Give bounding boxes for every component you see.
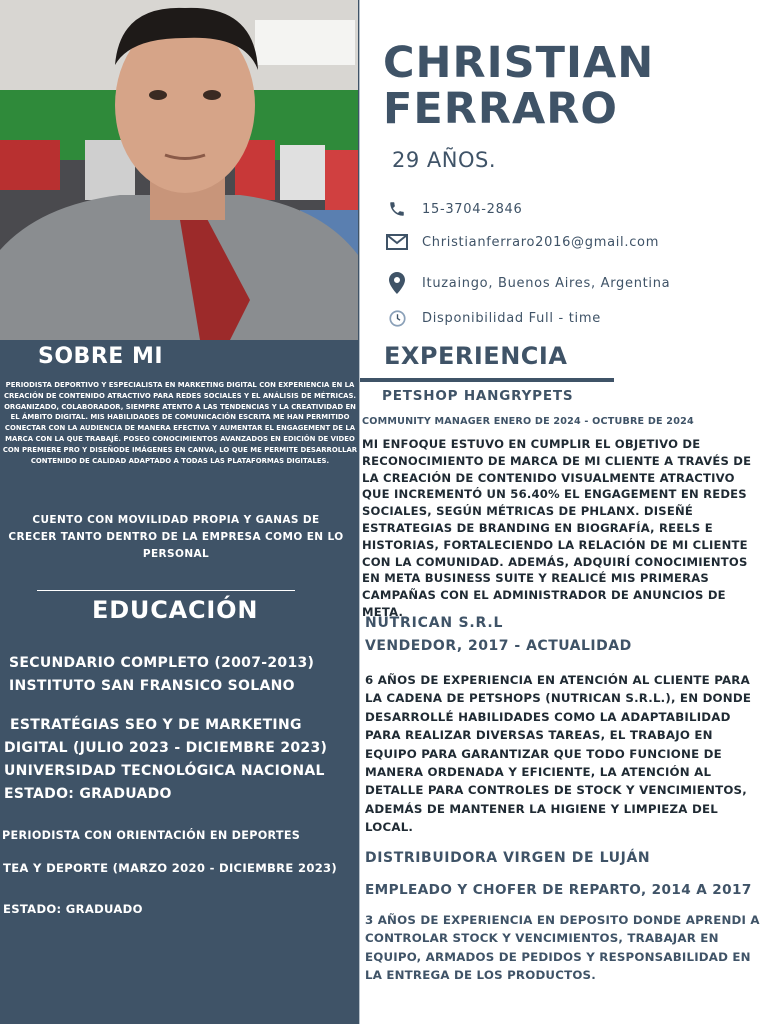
education-item-line: ESTADO: GRADUADO [3,902,143,916]
education-item-line: PERIODISTA CON ORIENTACIÓN EN DEPORTES [2,829,301,842]
company-name: PETSHOP HANGRYPETS [382,388,574,404]
job-role: EMPLEADO Y CHOFER DE REPARTO, 2014 A 2017 [365,882,752,898]
age: 29 AÑOS. [392,148,497,172]
about-title: SOBRE MI [38,344,164,369]
clock-icon [386,307,408,329]
about-paragraph: PERIODISTA DEPORTIVO Y ESPECIALISTA EN MARKETING DIGITAL CON EXPERIENCIA EN LA CREACIÓN DE CONTENIDO ATRACTIVO PARA REDES SOCIALES Y EL ANÁLISIS DE MÉTRICAS. ORGANIZADO, COLABORADOR, SIEMPRE ATENTO A LAS TENDENCIAS Y LA CREATIVIDAD EN EL ÁMBITO DIGITAL. MIS HABILIDADES DE COMUNICACIÓN ESCRITA ME HAN PERMITIDO CONECTAR CON LA AUDIENCIA DE MANERA EFECTIVA Y AUMENTAR EL ENGAGEMENT DE LA MARCA CON LA QUE TRABAJÉ. POSEO CONOCIMIENTOS AVANZADOS EN EDICIÓN DE VIDEO CON PREMIERE PRO Y DISEÑODE IMÁGENES EN CANVA, LO QUE ME PERMITE DESARROLLAR CONTENIDO DE CALIDAD ADAPTADO A TODAS LAS PLATAFORMAS DIGITALES. [2,381,358,465]
education-item-line: DIGITAL (JULIO 2023 - DICIEMBRE 2023) [4,740,328,756]
mail-icon [386,231,408,253]
last-name: FERRARO [383,84,618,134]
company-name: DISTRIBUIDORA VIRGEN DE LUJÁN [365,850,651,866]
education-item-line: ESTADO: GRADUADO [4,786,172,802]
job-description: 3 AÑOS DE EXPERIENCIA EN DEPOSITO DONDE APRENDI A CONTROLAR STOCK Y VENCIMIENTOS, TRABAJAR EN EQUIPO, ARMADOS DE PEDIDOS Y RESPONSABILIDAD EN LA ENTREGA DE LOS PRODUCTOS. [365,913,760,983]
location-text: Ituzaingo, Buenos Aires, Argentina [422,275,671,291]
contact-location [386,271,670,295]
job-description: MI ENFOQUE ESTUVO EN CUMPLIR EL OBJETIVO DE RECONOCIMIENTO DE MARCA DE MI CLIENTE A TRAVÉS DE LA CREACIÓN DE CONTENIDO VISUALMENTE ATRACTIVO QUE INCREMENTÓ UN 56.40% EL ENGAGEMENT EN REDES SOCIALES, SEGÚN MÉTRICAS DE PHLANX. DISEÑÉ ESTRATEGIAS DE BRANDING EN BIOGRAFÍA, REELS E HISTORIAS, FORTALECIENDO LA RELACIÓN DE MI CLIENTE CON LA COMUNIDAD. ADEMÁS, ADQUIRÍ CONOCIMIENTOS EN META BUSINESS SUITE Y REALICÉ MIS PRIMERAS CAMPAÑAS CON EL ADMINISTRADOR DE ANUNCIOS DE META. [362,437,752,619]
education-divider [37,590,295,591]
education-title: EDUCACIÓN [92,596,259,624]
profile-photo [0,0,358,340]
education-item-line: UNIVERSIDAD TECNOLÓGICA NACIONAL [4,763,325,779]
company-name: NUTRICAN S.R.L [365,615,504,631]
education-item-line: ESTRATÉGIAS SEO Y DE MARKETING [10,717,302,733]
full-name [383,40,654,132]
availability-text: Disponibilidad Full - time [422,310,601,326]
job-role: COMMUNITY MANAGER ENERO DE 2024 - OCTUBRE DE 2024 [362,416,694,427]
mobility-statement: CUENTO CON MOVILIDAD PROPIA Y GANAS DE CRECER TANTO DENTRO DE LA EMPRESA COMO EN LO PERSONAL [8,514,344,560]
contact-email [386,230,659,254]
experience-underline [360,378,614,382]
phone-text: 15-3704-2846 [422,201,523,217]
experience-title: EXPERIENCIA [384,342,568,370]
first-name: CHRISTIAN [383,38,655,88]
location-pin-icon [386,272,408,294]
education-item-line: TEA Y DEPORTE (MARZO 2020 - DICIEMBRE 2023) [3,861,338,875]
contact-phone [386,197,523,221]
education-item-line: INSTITUTO SAN FRANSICO SOLANO [9,678,295,694]
education-item-line: SECUNDARIO COMPLETO (2007-2013) [9,655,315,671]
email-text: Christianferraro2016@gmail.com [422,234,660,250]
phone-icon [386,198,408,220]
column-divider [359,0,360,1024]
contact-availability [386,306,601,330]
job-description: 6 AÑOS DE EXPERIENCIA EN ATENCIÓN AL CLIENTE PARA LA CADENA DE PETSHOPS (NUTRICAN S.R.L.), EN DONDE DESARROLLÉ HABILIDADES COMO LA ADAPTABILIDAD PARA REALIZAR DIVERSAS TAREAS, EL TRABAJO EN EQUIPO PARA GARANTIZAR QUE TODO FUNCIONE DE MANERA ORDENADA Y EFICIENTE, LA ATENCIÓN AL DETALLE PARA CONTROLES DE STOCK Y VENCIMIENTOS, ADEMÁS DE MANTENER LA HIGIENE Y LIMPIEZA DEL LOCAL. [365,673,752,835]
job-role: VENDEDOR, 2017 - ACTUALIDAD [365,638,632,654]
